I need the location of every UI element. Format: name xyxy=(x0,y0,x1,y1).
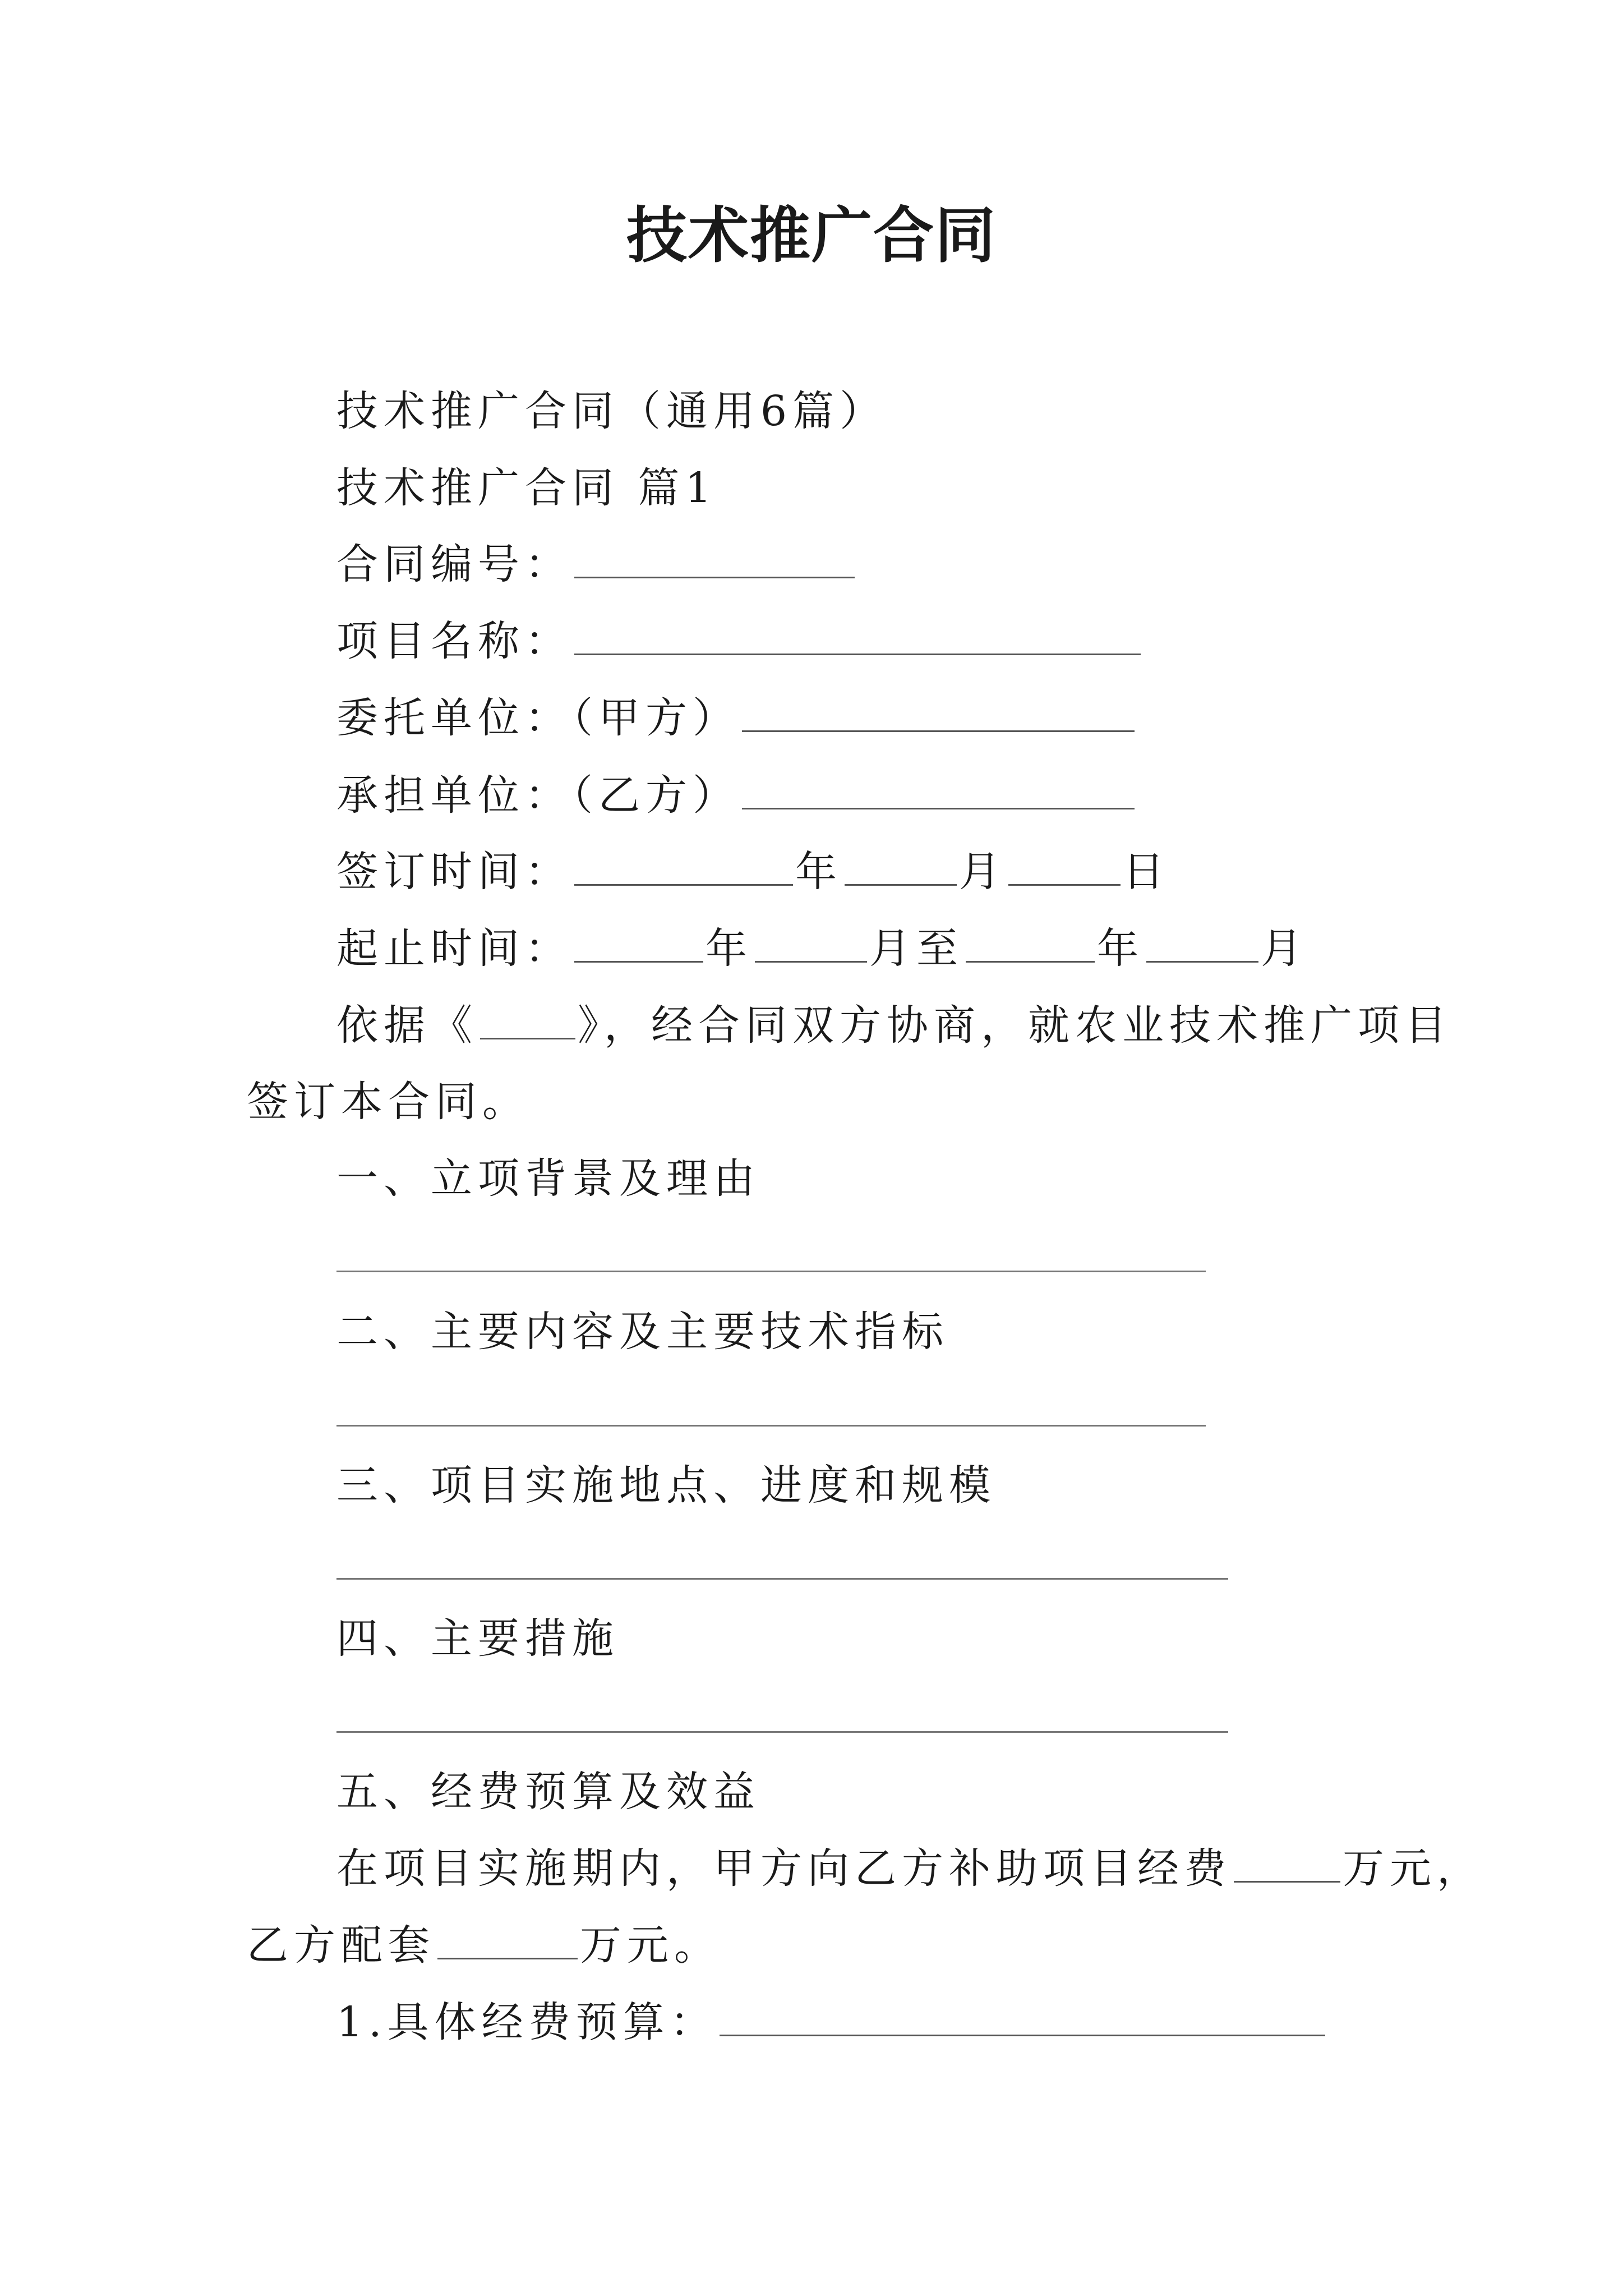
end-month-blank xyxy=(1146,924,1258,963)
sign-day-blank xyxy=(1008,847,1121,886)
end-year-blank xyxy=(966,924,1095,963)
start-month-blank xyxy=(755,924,867,963)
client-label: 委托单位：（甲方） xyxy=(336,694,740,742)
section-3-heading: 三、项目实施地点、进度和规模 xyxy=(336,1461,996,1510)
month-text: 月 xyxy=(959,848,1006,896)
section-1-blank-line xyxy=(336,1271,1206,1272)
project-name-row xyxy=(336,614,1143,668)
funds-row xyxy=(336,1842,1484,1895)
article-heading: 技术推广合同 篇1 xyxy=(336,464,717,512)
period-label: 起止时间： xyxy=(336,924,572,973)
matching-amount-blank xyxy=(437,1921,578,1959)
contractor-label: 承担单位：（乙方） xyxy=(336,771,740,820)
funds-text-a: 在项目实施期内，甲方向乙方补助项目经费 xyxy=(336,1844,1232,1893)
funds-continuation-row xyxy=(247,1918,721,1972)
funds-text-d: 万元。 xyxy=(580,1921,721,1970)
start-year-blank xyxy=(574,924,703,963)
section-3-blank-line xyxy=(336,1578,1228,1580)
basis-row xyxy=(336,999,1452,1052)
budget-row xyxy=(336,1995,1327,2049)
day-text: 日 xyxy=(1123,848,1170,896)
project-name-blank xyxy=(574,616,1141,655)
contract-number-blank xyxy=(574,540,855,578)
sign-year-blank xyxy=(574,847,793,886)
funds-text-c: 乙方配套 xyxy=(247,1921,435,1970)
contractor-blank xyxy=(742,771,1135,809)
section-2-heading: 二、主要内容及主要技术指标 xyxy=(336,1308,949,1356)
basis-blank xyxy=(480,1001,575,1039)
sign-time-label: 签订时间： xyxy=(336,848,572,896)
year-text: 年 xyxy=(706,924,753,973)
contractor-row xyxy=(336,769,1137,822)
sign-month-blank xyxy=(845,847,957,886)
section-4-heading: 四、主要措施 xyxy=(336,1614,619,1663)
basis-continuation: 签订本合同。 xyxy=(247,1078,529,1126)
budget-blank xyxy=(720,1998,1325,2036)
client-row xyxy=(336,691,1137,745)
section-4-blank-line xyxy=(336,1731,1228,1733)
budget-label: 1.具体经费预算： xyxy=(336,1998,717,2046)
year-text: 年 xyxy=(795,848,842,896)
basis-suffix: 》，经合同双方协商，就农业技术推广项目 xyxy=(578,1001,1452,1050)
basis-prefix: 依据《 xyxy=(336,1001,478,1050)
client-blank xyxy=(742,693,1135,732)
section-1-heading: 一、立项背景及理由 xyxy=(336,1154,760,1203)
contract-number-label: 合同编号： xyxy=(336,540,572,588)
sign-time-row xyxy=(336,845,1170,899)
subsidy-amount-blank xyxy=(1234,1844,1340,1883)
subtitle: 技术推广合同（通用6篇） xyxy=(336,387,887,435)
month-text: 月 xyxy=(1261,924,1308,973)
year-text: 年 xyxy=(1097,924,1144,973)
funds-text-b: 万元， xyxy=(1343,1844,1484,1893)
month-to-text: 月至 xyxy=(869,924,963,973)
document-title: 技术推广合同 xyxy=(626,200,997,271)
contract-number-row xyxy=(336,537,857,591)
section-2-blank-line xyxy=(336,1425,1206,1427)
section-5-heading: 五、经费预算及效益 xyxy=(336,1768,760,1816)
period-row xyxy=(336,922,1308,976)
project-name-label: 项目名称： xyxy=(336,617,572,665)
